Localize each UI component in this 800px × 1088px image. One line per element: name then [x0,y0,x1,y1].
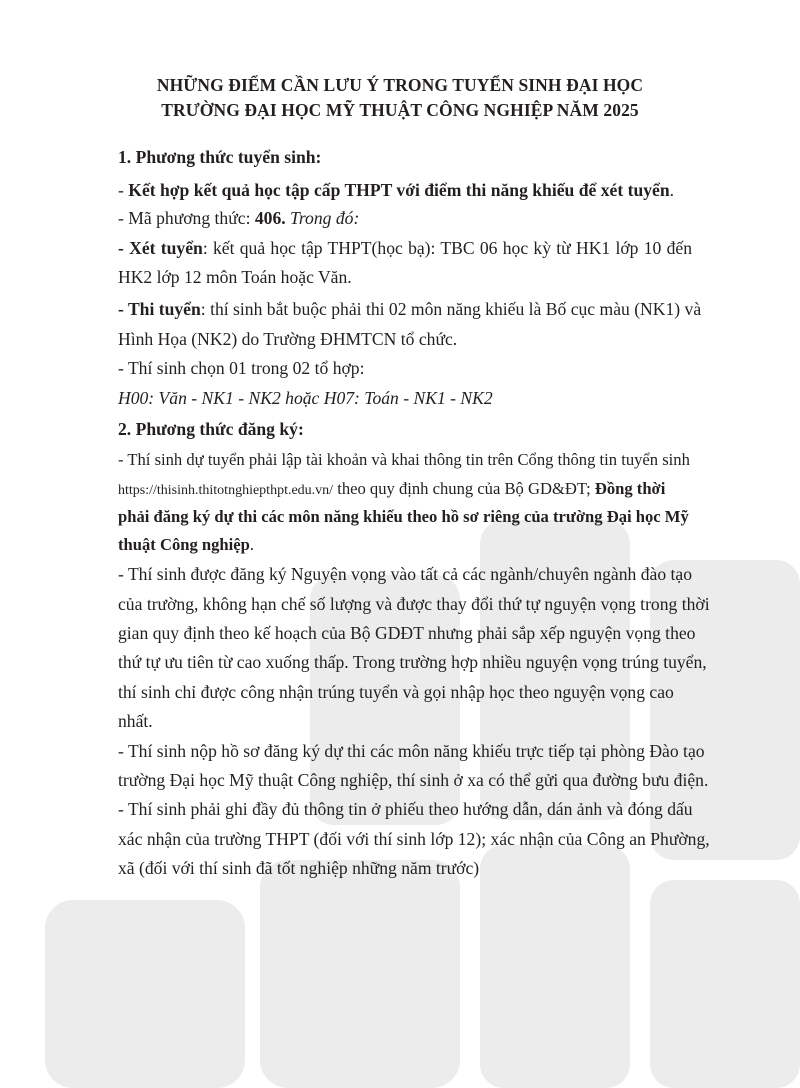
thi-tuyen-label: - Thi tuyển [118,299,201,319]
form-line-3: xã (đối với thí sinh đã tốt nghiệp những năm trước) [118,858,480,878]
submit-line-1: - Thí sinh nộp hồ sơ đăng ký dự thi các môn năng khiếu trực tiếp tại phòng Đào tạo [118,741,705,761]
method-code-line: - Mã phương thức: 406. Trong đó: [118,208,360,228]
submit-line-2: trường Đại học Mỹ thuật Công nghiệp, thí sinh ở xa có thể gửi qua đường bưu điện. [118,770,709,790]
xet-tuyen-label: - Xét tuyển [118,238,203,258]
xet-tuyen-line-2: HK2 lớp 12 môn Toán hoặc Văn. [118,267,352,287]
wish-line-4: thứ tự ưu tiên từ cao xuống thấp. Trong trường hợp nhiều nguyện vọng trúng tuyển, [118,652,707,672]
register-line-2: https://thisinh.thitotnghiepthpt.edu.vn/ theo quy định chung của Bộ GD&ĐT; Đồng thời [118,479,666,498]
method-line: - Kết hợp kết quả học tập cấp THPT với điểm thi năng khiếu để xét tuyển. [118,180,675,200]
method-code-value: 406. [254,208,286,228]
method-bold: Kết hợp kết quả học tập cấp THPT với điểm thi năng khiếu để xét tuyển [128,180,670,200]
thi-tuyen-line-2: Hình Họa (NK2) do Trường ĐHMTCN tổ chức. [118,329,458,349]
thi-tuyen-line-1: - Thi tuyển: thí sinh bắt buộc phải thi 02 môn năng khiếu là Bố cục màu (NK1) và [118,299,702,319]
combo-options: H00: Văn - NK1 - NK2 hoặc H07: Toán - NK1 - NK2 [118,388,493,408]
document-title-line-2: TRƯỜNG ĐẠI HỌC MỸ THUẬT CÔNG NGHIỆP NĂM 2025 [161,100,639,120]
wish-line-2: của trường, không hạn chế số lượng và được thay đổi thứ tự nguyện vọng trong thời [118,594,710,614]
form-line-1: - Thí sinh phải ghi đầy đủ thông tin ở phiếu theo hướng dẫn, dán ảnh và đóng dấu [118,799,693,819]
wish-line-5: thí sinh chỉ được công nhận trúng tuyển và gọi nhập học theo nguyện vọng cao [118,682,674,702]
register-line-1: - Thí sinh dự tuyển phải lập tài khoản và khai thông tin trên Cổng thông tin tuyển sinh [118,450,690,469]
document-title-line-1: NHỮNG ĐIỂM CẦN LƯU Ý TRONG TUYỂN SINH ĐẠI HỌC [156,75,644,95]
xet-tuyen-line-1: - Xét tuyển: kết quả học tập THPT(học bạ): TBC 06 học kỳ từ HK1 lớp 10 đến [118,238,692,258]
form-line-2: xác nhận của trường THPT (đối với thí sinh lớp 12); xác nhận của Công an Phường, [118,829,710,849]
wish-line-6: nhất. [118,711,153,731]
register-line-3: phải đăng ký dự thi các môn năng khiếu theo hồ sơ riêng của trường Đại học Mỹ [118,507,689,526]
section-1-heading: 1. Phương thức tuyển sinh: [118,147,322,167]
choose-combo-line: - Thí sinh chọn 01 trong 02 tổ hợp: [118,358,365,378]
wish-line-3: gian quy định theo kế hoạch của Bộ GDĐT nhưng phải sắp xếp nguyện vọng theo [118,623,696,643]
register-line-4: thuật Công nghiệp. [118,535,255,554]
wish-line-1: - Thí sinh được đăng ký Nguyện vọng vào tất cả các ngành/chuyên ngành đào tạo [118,564,693,584]
section-2-heading: 2. Phương thức đăng ký: [118,419,304,439]
portal-link[interactable]: https://thisinh.thitotnghiepthpt.edu.vn/ [118,483,334,498]
